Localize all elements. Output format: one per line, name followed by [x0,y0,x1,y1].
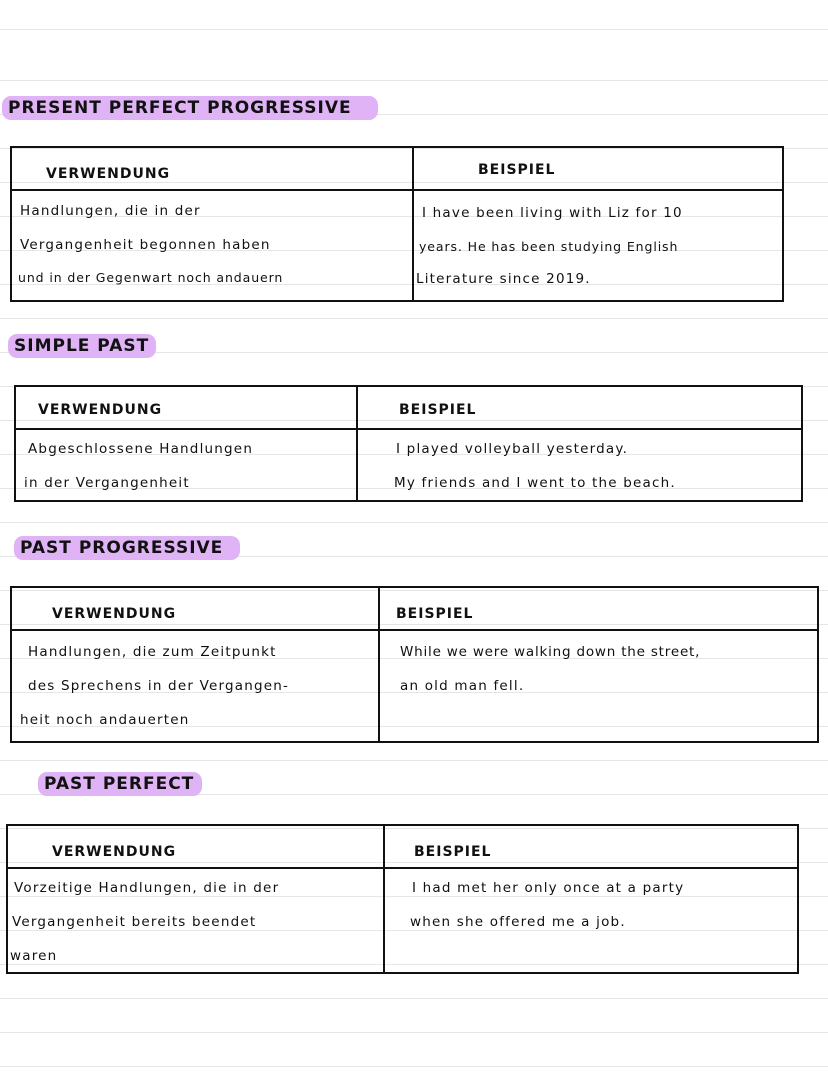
example-line: Literature since 2019. [416,271,591,287]
section-title-present-perfect-progressive: PRESENT PERFECT PROGRESSIVE [8,98,352,118]
column-divider [383,826,385,972]
usage-line: des Sprechens in der Vergangen- [28,678,290,694]
example-line: My friends and I went to the beach. [394,475,676,491]
example-line: I have been living with Liz for 10 [422,205,683,221]
column-divider [356,387,358,500]
usage-line: Handlungen, die in der [20,203,201,219]
example-line: I had met her only once at a party [412,880,685,896]
usage-line: Vergangenheit begonnen haben [20,237,271,253]
usage-line: und in der Gegenwart noch andauern [18,270,284,285]
section-title-past-perfect: PAST PERFECT [44,774,194,794]
tense-table-past-progressive [10,586,819,743]
usage-line: Abgeschlossene Handlungen [28,441,254,457]
example-line: an old man fell. [400,678,525,694]
example-line: I played volleyball yesterday. [396,441,629,457]
tense-table-simple-past [14,385,803,502]
usage-line: Vergangenheit bereits beendet [12,914,257,930]
tense-table-past-perfect [6,824,799,974]
section-title-simple-past: SIMPLE PAST [14,336,149,356]
header-beispiel: BEISPIEL [396,606,474,622]
header-verwendung: VERWENDUNG [52,844,177,860]
column-divider [378,588,380,741]
example-line: when she offered me a job. [410,914,626,930]
tense-table-present-perfect-progressive [10,146,784,302]
usage-line: Vorzeitige Handlungen, die in der [14,880,280,896]
header-verwendung: VERWENDUNG [46,166,171,182]
usage-line: Handlungen, die zum Zeitpunkt [28,644,277,660]
header-beispiel: BEISPIEL [399,402,477,418]
usage-line: waren [10,948,58,964]
usage-line: heit noch andauerten [20,712,190,728]
column-divider [412,148,414,300]
header-verwendung: VERWENDUNG [52,606,177,622]
example-line: While we were walking down the street, [400,644,701,660]
header-beispiel: BEISPIEL [478,162,556,178]
header-verwendung: VERWENDUNG [38,402,163,418]
example-line: years. He has been studying English [419,239,679,254]
header-beispiel: BEISPIEL [414,844,492,860]
usage-line: in der Vergangenheit [24,475,190,491]
section-title-past-progressive: PAST PROGRESSIVE [20,538,223,558]
